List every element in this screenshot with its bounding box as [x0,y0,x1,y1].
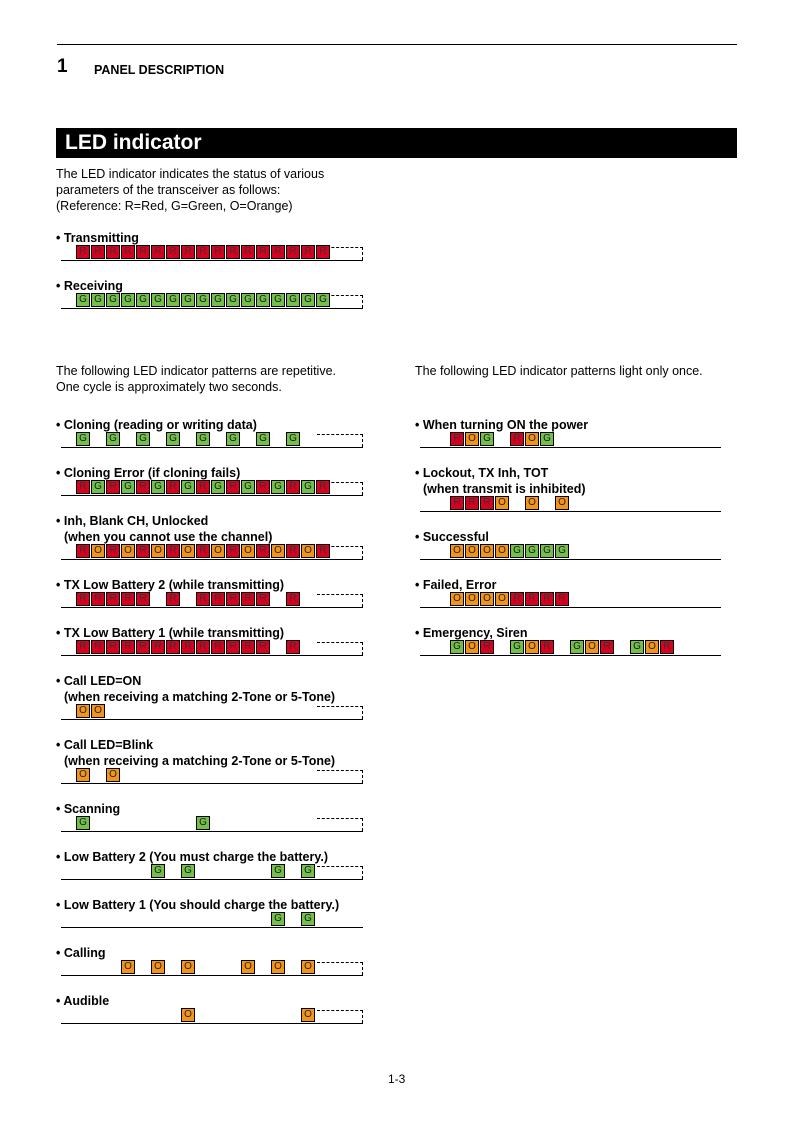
led-cell-o: O [271,544,285,558]
led-cell-o: O [525,640,539,654]
led-cell-o: O [525,432,539,446]
led-cell-r: R [600,640,614,654]
led-cell-o: O [271,960,285,974]
led-cell-r: R [76,592,90,606]
led-cell-o: O [495,496,509,510]
led-cell-r: R [196,544,210,558]
intro-line: (Reference: R=Red, G=Green, O=Orange) [56,199,293,213]
led-cell-g: G [256,432,270,446]
timeline-baseline [317,831,363,832]
led-cell-g: G [196,816,210,830]
pattern-label: • Low Battery 2 (You must charge the battery.) [56,850,329,864]
pattern-label: • When turning ON the power [415,418,589,432]
pattern-label: • TX Low Battery 2 (while transmitting) [56,578,285,592]
led-cell-r: R [555,592,569,606]
led-cell-o: O [121,544,135,558]
led-cell-r: R [226,640,240,654]
led-cell-r: R [106,544,120,558]
led-cell-r: R [256,592,270,606]
timeline-baseline [61,719,317,720]
led-cell-r: R [241,245,255,259]
intro-line: The following LED indicator patterns are repetitive. [56,364,337,378]
led-cell-r: R [271,245,285,259]
timeline-baseline [317,1023,363,1024]
led-cell-r: R [256,544,270,558]
timeline-baseline [317,308,363,309]
led-cell-r: R [76,640,90,654]
led-cell-g: G [76,293,90,307]
pattern-label: (when receiving a matching 2-Tone or 5-Tone) [64,754,336,768]
section-intro [56,166,324,214]
cycle-repeat-marker [317,642,363,655]
led-cell-r: R [226,245,240,259]
led-cell-r: R [106,640,120,654]
led-cell-r: R [166,592,180,606]
led-cell-o: O [465,592,479,606]
cycle-repeat-marker [317,866,363,879]
cycle-repeat-marker [317,1010,363,1023]
led-cell-g: G [241,293,255,307]
led-cell-r: R [76,245,90,259]
led-cell-r: R [151,245,165,259]
led-cell-g: G [286,293,300,307]
led-cell-g: G [196,293,210,307]
led-cell-g: G [91,293,105,307]
led-cell-r: R [136,544,150,558]
led-cell-g: G [106,432,120,446]
led-cell-o: O [495,592,509,606]
led-cell-o: O [555,496,569,510]
led-cell-r: R [256,640,270,654]
right-column-intro [415,363,703,379]
left-column-intro [56,363,336,395]
timeline-baseline [61,783,317,784]
cycle-repeat-marker [317,594,363,607]
led-cell-r: R [136,640,150,654]
led-cell-g: G [286,432,300,446]
led-cell-o: O [106,768,120,782]
led-cell-r: R [76,480,90,494]
led-cell-o: O [121,960,135,974]
pattern-label: • Low Battery 1 (You should charge the battery.) [56,898,340,912]
led-cell-o: O [151,544,165,558]
led-cell-g: G [540,432,554,446]
led-cell-g: G [510,640,524,654]
pattern-label: • Transmitting [56,231,139,245]
led-cell-g: G [450,640,464,654]
led-cell-r: R [226,592,240,606]
led-cell-r: R [660,640,674,654]
led-cell-o: O [181,960,195,974]
led-cell-r: R [256,245,270,259]
timeline-baseline [317,447,363,448]
led-cell-g: G [301,864,315,878]
led-cell-r: R [211,245,225,259]
led-cell-r: R [196,592,210,606]
led-cell-o: O [301,1008,315,1022]
pattern-label: • Lockout, TX Inh, TOT [415,466,549,480]
pattern-label: • Cloning (reading or writing data) [56,418,257,432]
pattern-label: • Call LED=ON [56,674,142,688]
led-cell-g: G [271,293,285,307]
led-cell-o: O [450,544,464,558]
led-cell-g: G [316,293,330,307]
led-cell-o: O [480,544,494,558]
led-cell-g: G [525,544,539,558]
timeline-baseline [61,927,317,928]
pattern-label: • Emergency, Siren [415,626,528,640]
led-cell-r: R [510,592,524,606]
timeline-baseline [61,975,317,976]
led-cell-g: G [166,293,180,307]
led-cell-g: G [510,544,524,558]
pattern-label: • Scanning [56,802,121,816]
led-cell-r: R [121,245,135,259]
led-cell-o: O [181,544,195,558]
pattern-label: • Failed, Error [415,578,497,592]
led-cell-g: G [181,864,195,878]
led-cell-r: R [316,480,330,494]
led-cell-o: O [91,704,105,718]
led-cell-r: R [91,592,105,606]
led-cell-r: R [450,496,464,510]
led-cell-r: R [241,592,255,606]
led-cell-g: G [91,480,105,494]
led-cell-r: R [106,480,120,494]
led-cell-g: G [181,293,195,307]
timeline-baseline [317,607,363,608]
led-cell-g: G [151,480,165,494]
timeline-baseline [420,511,721,512]
led-cell-r: R [286,544,300,558]
pattern-label: • Receiving [56,279,123,293]
timeline-baseline [317,879,363,880]
led-cell-o: O [241,960,255,974]
timeline-baseline [420,559,721,560]
led-cell-g: G [136,293,150,307]
timeline-baseline [317,495,363,496]
led-cell-g: G [271,480,285,494]
led-cell-g: G [181,480,195,494]
led-cell-g: G [301,293,315,307]
timeline-baseline [61,831,317,832]
timeline-baseline [420,447,721,448]
led-cell-g: G [136,432,150,446]
led-cell-g: G [211,293,225,307]
pattern-label: • Inh, Blank CH, Unlocked [56,514,209,528]
led-cell-g: G [196,432,210,446]
led-cell-r: R [256,480,270,494]
pattern-label: (when receiving a matching 2-Tone or 5-Tone) [64,690,336,704]
pattern-label: (when transmit is inhibited) [423,482,586,496]
led-cell-r: R [196,245,210,259]
timeline-baseline [61,879,317,880]
timeline-baseline [61,1023,317,1024]
timeline-baseline [61,495,317,496]
led-cell-o: O [465,432,479,446]
led-cell-r: R [316,245,330,259]
pattern-label: • Calling [56,946,106,960]
intro-line: parameters of the transceiver as follows: [56,183,281,197]
led-cell-r: R [450,432,464,446]
led-cell-r: R [525,592,539,606]
led-cell-r: R [121,640,135,654]
led-cell-r: R [540,592,554,606]
timeline-baseline [317,783,363,784]
led-cell-r: R [211,592,225,606]
timeline-baseline [317,975,363,976]
led-cell-r: R [286,480,300,494]
led-cell-r: R [286,640,300,654]
led-cell-o: O [181,1008,195,1022]
led-cell-o: O [585,640,599,654]
led-cell-g: G [106,293,120,307]
led-cell-r: R [106,245,120,259]
led-cell-g: G [241,480,255,494]
led-cell-r: R [241,640,255,654]
led-cell-r: R [316,544,330,558]
led-cell-g: G [151,864,165,878]
timeline-baseline [61,559,317,560]
timeline-baseline [317,559,363,560]
led-cell-r: R [510,432,524,446]
led-cell-r: R [91,245,105,259]
pattern-label: • Call LED=Blink [56,738,154,752]
led-cell-r: R [106,592,120,606]
led-cell-g: G [630,640,644,654]
section-title: LED indicator [65,131,202,154]
led-cell-o: O [211,544,225,558]
led-cell-g: G [570,640,584,654]
cycle-repeat-marker [317,818,363,831]
timeline-baseline [317,719,363,720]
pattern-label: (when you cannot use the channel) [64,530,273,544]
timeline-baseline [61,260,317,261]
led-cell-o: O [91,544,105,558]
led-cell-r: R [166,245,180,259]
cycle-repeat-marker [317,706,363,719]
pattern-label: • Cloning Error (if cloning fails) [56,466,241,480]
led-cell-r: R [540,640,554,654]
led-cell-g: G [76,816,90,830]
led-cell-g: G [166,432,180,446]
led-cell-r: R [136,592,150,606]
led-cell-o: O [465,640,479,654]
cycle-repeat-marker [317,962,363,975]
led-cell-r: R [181,640,195,654]
timeline-baseline [61,447,317,448]
led-cell-r: R [91,640,105,654]
cycle-repeat-marker [317,770,363,783]
led-cell-r: R [226,480,240,494]
header-rule [57,44,737,45]
led-cell-g: G [76,432,90,446]
led-cell-r: R [136,480,150,494]
led-cell-r: R [181,245,195,259]
timeline-baseline [317,260,363,261]
page-number: 1-3 [388,1072,406,1086]
chapter-number: 1 [57,56,68,77]
led-cell-g: G [256,293,270,307]
led-cell-r: R [196,480,210,494]
chapter-title: PANEL DESCRIPTION [94,63,225,77]
intro-line: The LED indicator indicates the status of various [56,167,325,181]
timeline-baseline [317,927,363,928]
led-cell-r: R [226,544,240,558]
led-cell-r: R [465,496,479,510]
timeline-baseline [61,655,317,656]
led-cell-o: O [76,704,90,718]
led-cell-g: G [271,912,285,926]
intro-line: The following LED indicator patterns light only once. [415,364,703,378]
led-cell-o: O [76,768,90,782]
led-cell-g: G [540,544,554,558]
led-cell-r: R [480,640,494,654]
led-cell-o: O [480,592,494,606]
timeline-baseline [420,655,721,656]
led-cell-g: G [211,480,225,494]
led-cell-r: R [166,544,180,558]
led-cell-g: G [480,432,494,446]
led-cell-g: G [121,293,135,307]
led-cell-o: O [465,544,479,558]
led-cell-r: R [151,640,165,654]
pattern-label: • Audible [56,994,110,1008]
led-cell-g: G [555,544,569,558]
timeline-baseline [61,607,317,608]
led-cell-r: R [196,640,210,654]
led-cell-g: G [271,864,285,878]
led-cell-r: R [286,245,300,259]
led-cell-o: O [525,496,539,510]
led-cell-g: G [121,480,135,494]
led-cell-r: R [480,496,494,510]
pattern-label: • Successful [415,530,489,544]
timeline-baseline [317,655,363,656]
led-cell-r: R [121,592,135,606]
led-cell-r: R [286,592,300,606]
led-cell-o: O [495,544,509,558]
led-cell-r: R [211,640,225,654]
led-cell-r: R [76,544,90,558]
timeline-baseline [420,607,721,608]
led-cell-o: O [450,592,464,606]
pattern-label: • TX Low Battery 1 (while transmitting) [56,626,285,640]
led-cell-g: G [301,480,315,494]
timeline-baseline [61,308,317,309]
intro-line: One cycle is approximately two seconds. [56,380,282,394]
led-cell-r: R [166,480,180,494]
led-cell-r: R [136,245,150,259]
cycle-repeat-marker [317,434,363,447]
led-cell-g: G [226,432,240,446]
led-cell-o: O [301,960,315,974]
led-cell-o: O [151,960,165,974]
led-cell-r: R [166,640,180,654]
led-cell-g: G [226,293,240,307]
led-cell-o: O [645,640,659,654]
led-cell-g: G [301,912,315,926]
led-cell-g: G [151,293,165,307]
led-cell-o: O [241,544,255,558]
led-cell-r: R [301,245,315,259]
led-cell-o: O [301,544,315,558]
